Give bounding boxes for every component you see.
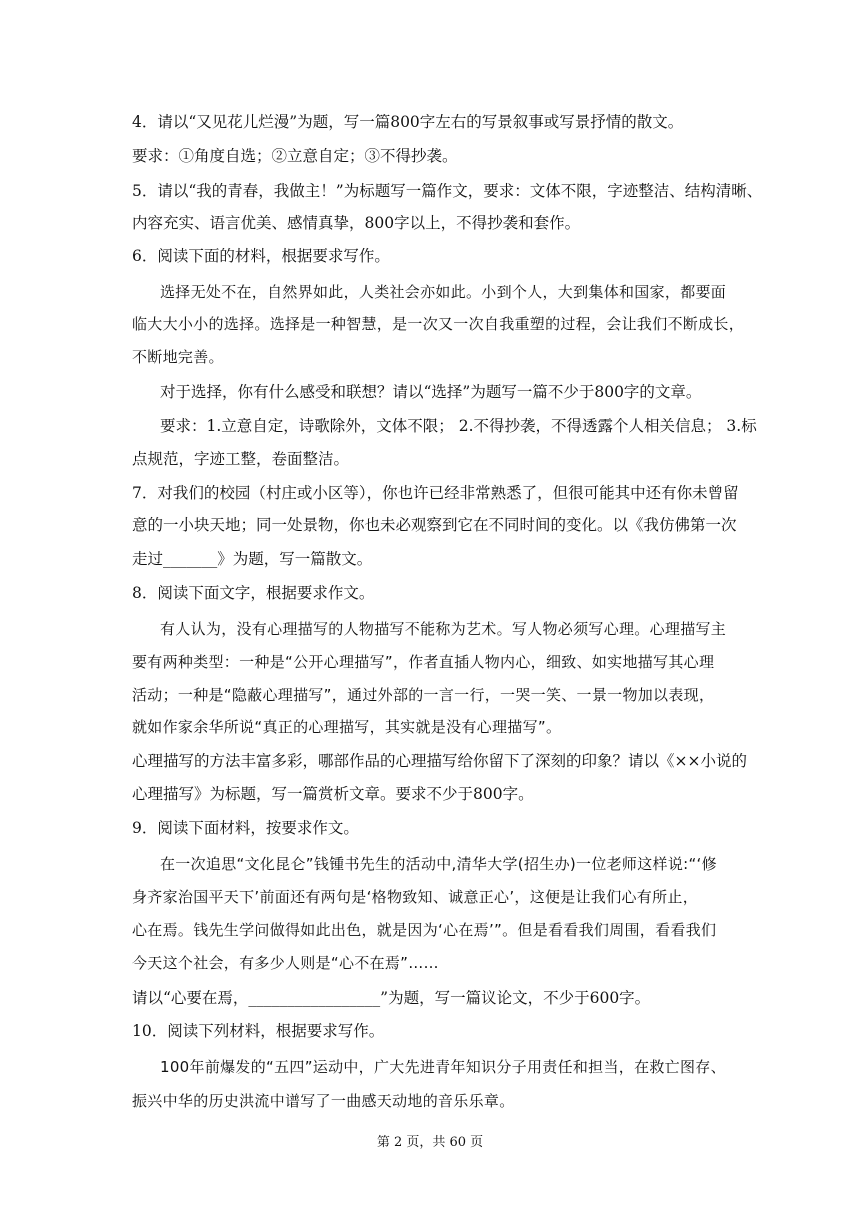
question-8-heading: 8．阅读下面文字，根据要求作文。 [132, 584, 375, 602]
question-8-prompt-line-2: 心理描写》为标题，写一篇赏析文章。要求不少于800字。 [132, 785, 534, 803]
question-10-material-line-2: 振兴中华的历史洪流中谱写了一曲感天动地的音乐乐章。 [132, 1092, 515, 1110]
question-7-line-3: 走过_______》为题，写一篇散文。 [132, 550, 373, 568]
question-6-prompt: 对于选择，你有什么感受和联想？请以“选择”为题写一篇不少于800字的文章。 [160, 383, 702, 401]
question-10-material-line-1: 100年前爆发的“五四”运动中，广大先进青年知识分子用责任和担当，在救亡图存、 [160, 1058, 726, 1076]
question-4-requirements: 要求：①角度自选；②立意自定；③不得抄袭。 [132, 147, 458, 165]
question-6-material-line-3: 不断地完善。 [132, 348, 224, 366]
question-9-material-line-4: 今天这个社会，有多少人则是“心不在焉”…… [132, 954, 439, 972]
question-6-material-line-1: 选择无处不在，自然界如此，人类社会亦如此。小到个人，大到集体和国家，都要面 [160, 283, 727, 301]
question-7-line-1: 7．对我们的校园（村庄或小区等），你也许已经非常熟悉了，但很可能其中还有你未曾留 [132, 484, 739, 502]
question-9-heading: 9．阅读下面材料，按要求作文。 [132, 819, 359, 837]
question-6-requirements-line-2: 点规范，字迹工整，卷面整洁。 [132, 450, 350, 468]
question-5-line-1: 5．请以“我的青春，我做主！”为标题写一篇作文，要求：文体不限，字迹整洁、结构清晰、 [132, 182, 763, 200]
question-8-material-line-4: 就如作家余华所说“真正的心理描写，其实就是没有心理描写”。 [132, 718, 562, 736]
question-7-line-2: 意的一小块天地；同一处景物，你也未必观察到它在不同时间的变化。以《我仿佛第一次 [132, 516, 737, 534]
question-8-prompt-line-1: 心理描写的方法丰富多彩，哪部作品的心理描写给你留下了深刻的印象？请以《××小说的 [132, 752, 747, 770]
question-9-material-line-2: 身齐家治国平天下’前面还有两句是‘格物致知、诚意正心’，这便是让我们心有所止， [132, 888, 699, 906]
question-6-material-line-2: 临大大小小的选择。选择是一种智慧，是一次又一次自我重塑的过程，会让我们不断成长， [132, 315, 745, 333]
question-9-material-line-3: 心在焉。钱先生学问做得如此出色，就是因为‘心在焉’”。但是看看我们周围，看看我们 [132, 921, 717, 939]
question-9-prompt: 请以“心要在焉，_________________”为题，写一篇议论文，不少于600字。 [132, 989, 651, 1007]
question-6-requirements-line-1: 要求：1.立意自定，诗歌除外，文体不限； 2.不得抄袭，不得透露个人相关信息； 3.标 [160, 417, 757, 435]
question-5-line-2: 内容充实、语言优美、感情真挚，800字以上，不得抄袭和套作。 [132, 214, 581, 232]
page-footer: 第 2 页，共 60 页 [376, 1135, 484, 1150]
question-10-heading: 10．阅读下列材料，根据要求写作。 [132, 1022, 385, 1040]
question-6-heading: 6．阅读下面的材料，根据要求写作。 [132, 247, 390, 265]
question-8-material-line-3: 活动；一种是“隐蔽心理描写”，通过外部的一言一行，一哭一笑、一景一物加以表现， [132, 686, 715, 704]
question-9-material-line-1: 在一次追思“文化昆仑”钱锺书先生的活动中,清华大学(招生办)一位老师这样说:“‘修 [160, 855, 717, 873]
question-4-line: 4．请以“又见花儿烂漫”为题，写一篇800字左右的写景叙事或写景抒情的散文。 [132, 113, 684, 131]
question-8-material-line-1: 有人认为，没有心理描写的人物描写不能称为艺术。写人物必须写心理。心理描写主 [160, 620, 727, 638]
question-8-material-line-2: 要有两种类型：一种是“公开心理描写”，作者直插人物内心，细致、如实地描写其心理 [132, 653, 715, 671]
